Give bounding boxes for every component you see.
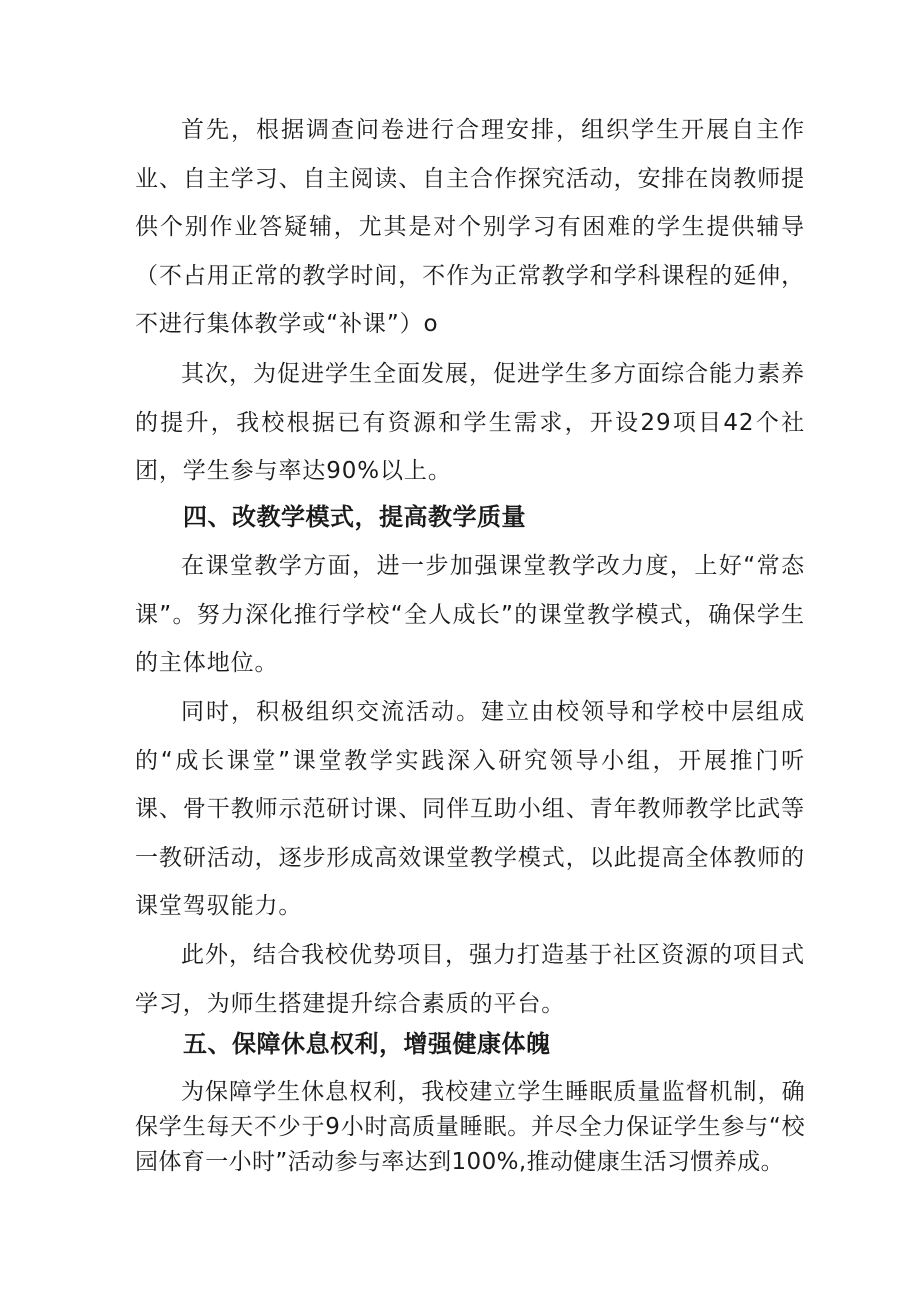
paragraph-first-arrangement: 首先，根据调查问卷进行合理安排，组织学生开展自主作业、自主学习、自主阅读、自主合作探究活动，安排在岗教师提供个别作业答疑辅，尤其是对个别学习有困难的学生提供辅导（不占用正常的教学时间，不作为正常教学和学科课程的延伸，不进行集体教学或“补课”）o	[135, 117, 805, 338]
section-heading-5: 五、保障休息权利，增强健康体魄	[183, 1030, 551, 1058]
paragraph-project-learning: 此外，结合我校优势项目，强力打造基于社区资源的项目式学习，为师生搭建提升综合素质的平台。	[135, 942, 805, 1017]
paragraph-classroom-teaching: 在课堂教学方面，进一步加强课堂教学改力度，上好“常态课”。努力深化推行学校“全人成长”的课堂教学模式，确保学生的主体地位。	[135, 553, 805, 677]
paragraph-second-development: 其次，为促进学生全面发展，促进学生多方面综合能力素养的提升，我校根据已有资源和学生需求，开设29项目42个社团，学生参与率达90%以上。	[135, 361, 805, 485]
paragraph-exchange-activities: 同时，积极组织交流活动。建立由校领导和学校中层组成的“成长课堂”课堂教学实践深入研究领导小组，开展推门听课、骨干教师示范研讨课、同伴互助小组、青年教师教学比武等一教研活动，逐步形成高效课堂教学模式，以此提高全体教师的课堂驾驭能力。	[135, 699, 805, 920]
section-heading-4: 四、改教学模式，提高教学质量	[183, 503, 526, 531]
paragraph-rest-rights: 为保障学生休息权利，我校建立学生睡眠质量监督机制，确保学生每天不少于9小时高质量睡眠。并尽全力保证学生参与“校园体育一小时”活动参与率达到100%,推动健康生活习惯养成。	[135, 1079, 805, 1175]
